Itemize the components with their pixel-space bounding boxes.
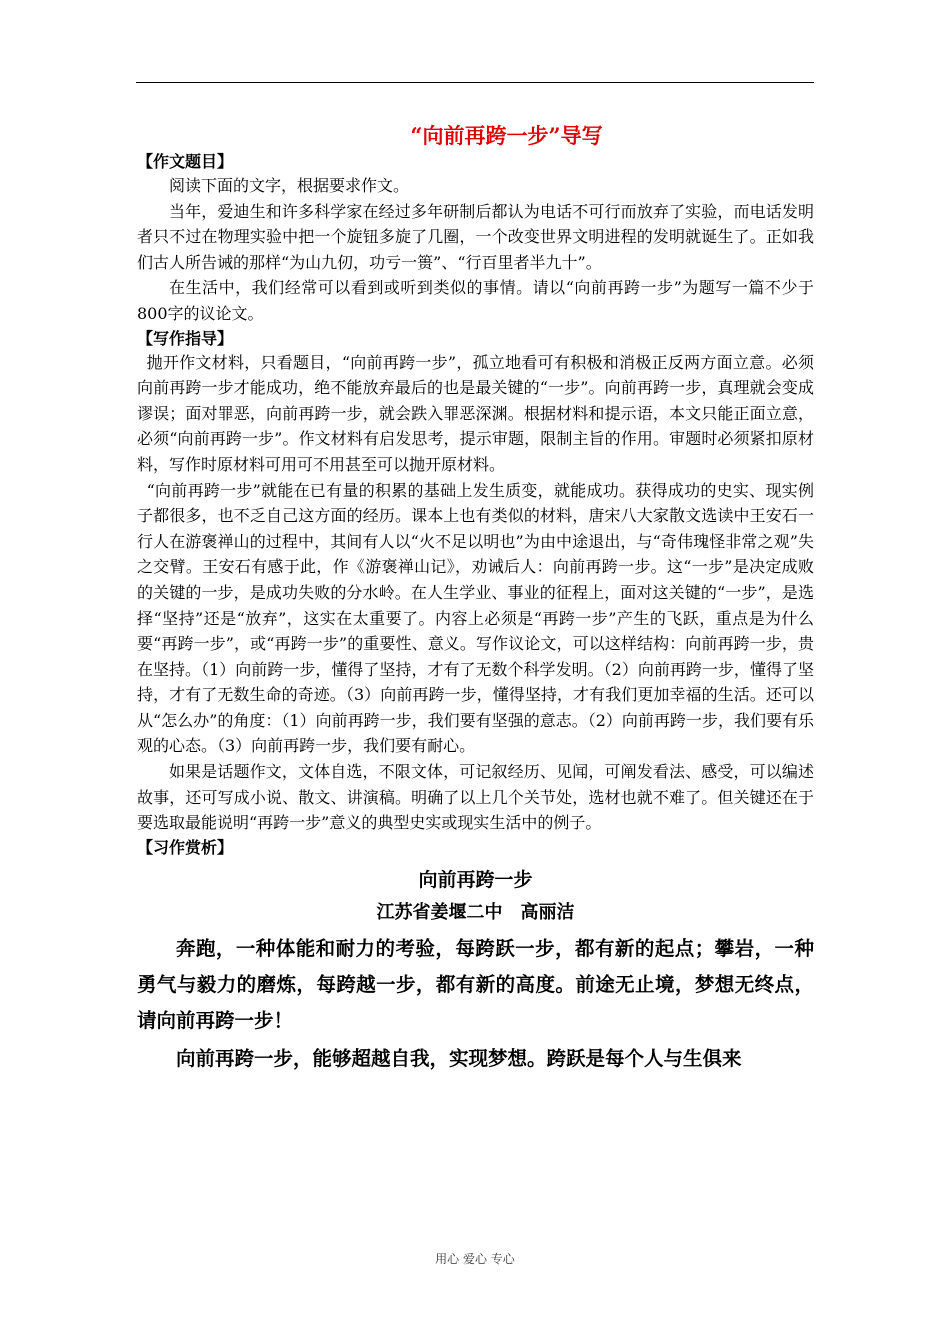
topic-paragraph: 当年，爱迪生和许多科学家在经过多年研制后都认为电话不可行而放弃了实验，而电话发明者只不过在物理实验中把一个旋钮多旋了几圈，一个改变世界文明进程的发明就诞生了。正如我们古人所告诫的那样“为山九仞，功亏一篑”、“行百里者半九十”。 xyxy=(137,201,814,272)
topic-paragraph: 阅读下面的文字，根据要求作文。 xyxy=(169,176,410,195)
section-guide-heading: 【写作指导】 xyxy=(137,328,234,348)
section-essay-heading: 【习作赏析】 xyxy=(137,837,234,857)
document-body xyxy=(137,122,814,1077)
section-topic-heading: 【作文题目】 xyxy=(137,152,234,171)
essay-author: 江苏省姜堰二中 高丽洁 xyxy=(376,901,575,923)
page-footer: 用心 爱心 专心 xyxy=(435,1252,515,1266)
document-title: “向前再跨一步”导写 xyxy=(410,123,603,148)
essay-title: 向前再跨一步 xyxy=(418,868,533,891)
topic-paragraph: 在生活中，我们经常可以看到或听到类似的事情。请以“向前再跨一步”为题写一篇不少于800字的议论文。 xyxy=(137,278,814,323)
guide-paragraph: “向前再跨一步”就能在已有量的积累的基础上发生质变，就能成功。获得成功的史实、现实例子都很多，也不乏自己这方面的经历。课本上也有类似的材料，唐宋八大家散文选读中王安石一行人在游褒禅山的过程中，其间有人以“火不足以明也”为由中途退出，与“奇伟瑰怪非常之观”失之交臂。王安石有感于此，作《游褒禅山记》，劝诫后人：向前再跨一步。这“一步”是决定成败的关键的一步，是成功失败的分水岭。在人生学业、事业的征程上，面对这关键的“一步”，是选择“坚持”还是“放弃”，这实在太重要了。内容上必须是“再跨一步”产生的飞跃，重点是为什么要“再跨一步”，或“再跨一步”的重要性、意义。写作议论文，可以这样结构：向前再跨一步，贵在坚持。（1）向前跨一步，懂得了坚持，才有了无数个科学发明。（2）向前再跨一步，懂得了坚持，才有了无数生命的奇迹。（3）向前再跨一步，懂得坚持，才有我们更加幸福的生活。还可以从“怎么办”的角度：（1）向前再跨一步，我们要有坚强的意志。（2）向前再跨一步，我们要有乐观的心态。（3）向前再跨一步，我们要有耐心。 xyxy=(137,480,814,756)
essay-paragraph: 奔跑，一种体能和耐力的考验，每跨跃一步，都有新的起点；攀岩，一种勇气与毅力的磨炼，每跨越一步，都有新的高度。前途无止境，梦想无终点，请向前再跨一步！ xyxy=(137,936,814,1032)
header-rule xyxy=(136,82,814,83)
guide-paragraph: 抛开作文材料，只看题目，“向前再跨一步”，孤立地看可有积极和消极正反两方面立意。必须向前再跨一步才能成功，绝不能放弃最后的也是最关键的“一步”。向前再跨一步，真理就会变成谬误；面对罪恶，向前再跨一步，就会跌入罪恶深渊。根据材料和提示语，本文只能正面立意，必须“向前再跨一步”。作文材料有启发思考，提示审题，限制主旨的作用。审题时必须紧扣原材料，写作时原材料可用可不用甚至可以抛开原材料。 xyxy=(137,352,814,474)
essay-paragraph: 向前再跨一步，能够超越自我，实现梦想。跨跃是每个人与生俱来 xyxy=(176,1046,742,1070)
guide-paragraph: 如果是话题作文，文体自选，不限文体，可记叙经历、见闻，可阐发看法、感受，可以编述故事，还可写成小说、散文、讲演稿。明确了以上几个关节处，选材也就不难了。但关键还在于要选取最能说明“再跨一步”意义的典型史实或现实生活中的例子。 xyxy=(137,762,814,833)
